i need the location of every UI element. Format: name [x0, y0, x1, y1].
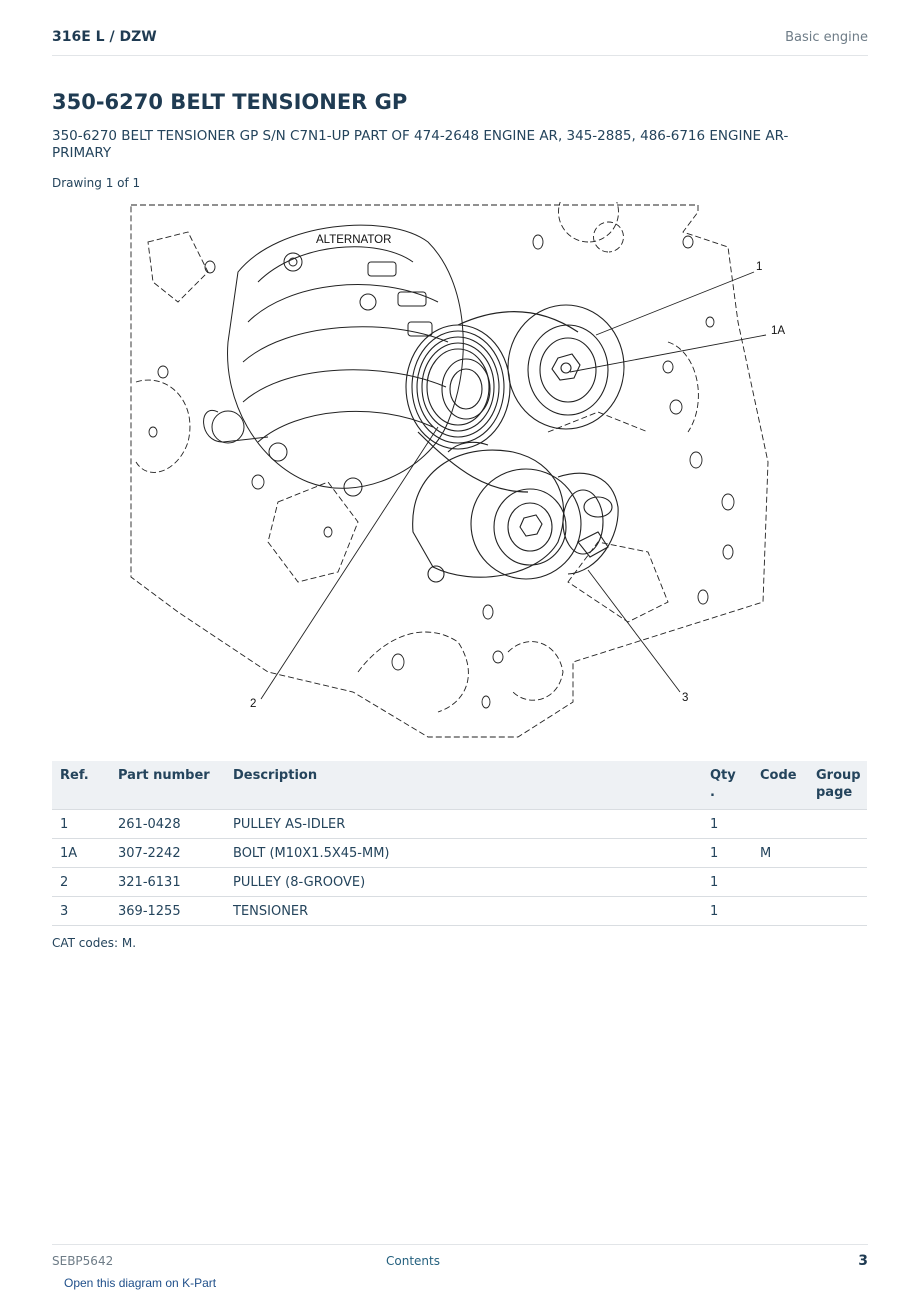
- tensioner: [413, 442, 618, 582]
- callout-1: 1: [756, 261, 763, 273]
- page-number: 3: [858, 1253, 868, 1269]
- engine-holes: [149, 235, 734, 708]
- leader-lines: [261, 272, 766, 699]
- row-group-page: [808, 897, 867, 926]
- contents-link[interactable]: Contents: [386, 1254, 440, 1268]
- pulley-8-groove: [406, 325, 510, 449]
- group-description: 350-6270 BELT TENSIONER GP S/N C7N1-UP PART OF 474-2648 ENGINE AR, 345-2885, 486-6716 ENGINE AR-PRIMARY: [52, 128, 789, 161]
- idler-pulley: [508, 305, 624, 429]
- callout-1a: 1A: [771, 325, 786, 337]
- header-part-number: Part number: [110, 761, 225, 810]
- kpart-diagram-link[interactable]: Open this diagram on K-Part: [64, 1276, 217, 1290]
- row-description: BOLT (M10X1.5X45-MM): [225, 839, 702, 868]
- header-ref: Ref.: [52, 761, 110, 810]
- header-code: Code: [752, 761, 808, 810]
- row-part-number: 307-2242: [110, 839, 225, 868]
- row-description: PULLEY (8-GROOVE): [225, 868, 702, 897]
- drawing-caption: Drawing 1 of 1: [52, 176, 141, 190]
- row-ref: 1: [52, 810, 110, 839]
- table-row: [52, 868, 867, 897]
- header-group-page: Group page: [808, 761, 867, 810]
- row-code: [752, 810, 808, 839]
- row-part-number: 261-0428: [110, 810, 225, 839]
- table-header-row: [52, 761, 867, 810]
- row-ref: 2: [52, 868, 110, 897]
- parts-diagram: [128, 202, 788, 738]
- row-qty: 1: [702, 868, 752, 897]
- table-row: [52, 897, 867, 926]
- row-ref: 1A: [52, 839, 110, 868]
- row-ref: 3: [52, 897, 110, 926]
- header-qty: Qty .: [702, 761, 752, 810]
- row-code: [752, 868, 808, 897]
- document-number: SEBP5642: [52, 1254, 114, 1268]
- row-description: PULLEY AS-IDLER: [225, 810, 702, 839]
- machine-model: 316E L / DZW: [52, 29, 157, 45]
- alternator-label: ALTERNATOR: [316, 234, 392, 246]
- row-qty: 1: [702, 810, 752, 839]
- row-part-number: 321-6131: [110, 868, 225, 897]
- callout-3: 3: [682, 692, 689, 704]
- page-footer: [52, 1244, 868, 1275]
- section-name: Basic engine: [785, 30, 868, 45]
- row-qty: 1: [702, 897, 752, 926]
- row-group-page: [808, 868, 867, 897]
- page-header: [52, 28, 868, 56]
- alternator: [204, 225, 464, 496]
- cat-codes-note: CAT codes: M.: [52, 936, 137, 950]
- header-description: Description: [225, 761, 702, 810]
- row-qty: 1: [702, 839, 752, 868]
- row-description: TENSIONER: [225, 897, 702, 926]
- row-group-page: [808, 839, 867, 868]
- table-row: [52, 810, 867, 839]
- page-title: 350-6270 BELT TENSIONER GP: [52, 90, 408, 114]
- engine-block: [131, 202, 768, 737]
- callout-2: 2: [250, 698, 257, 710]
- row-code: M: [752, 839, 808, 868]
- row-part-number: 369-1255: [110, 897, 225, 926]
- parts-table: [52, 761, 867, 926]
- table-row: [52, 839, 867, 868]
- row-code: [752, 897, 808, 926]
- row-group-page: [808, 810, 867, 839]
